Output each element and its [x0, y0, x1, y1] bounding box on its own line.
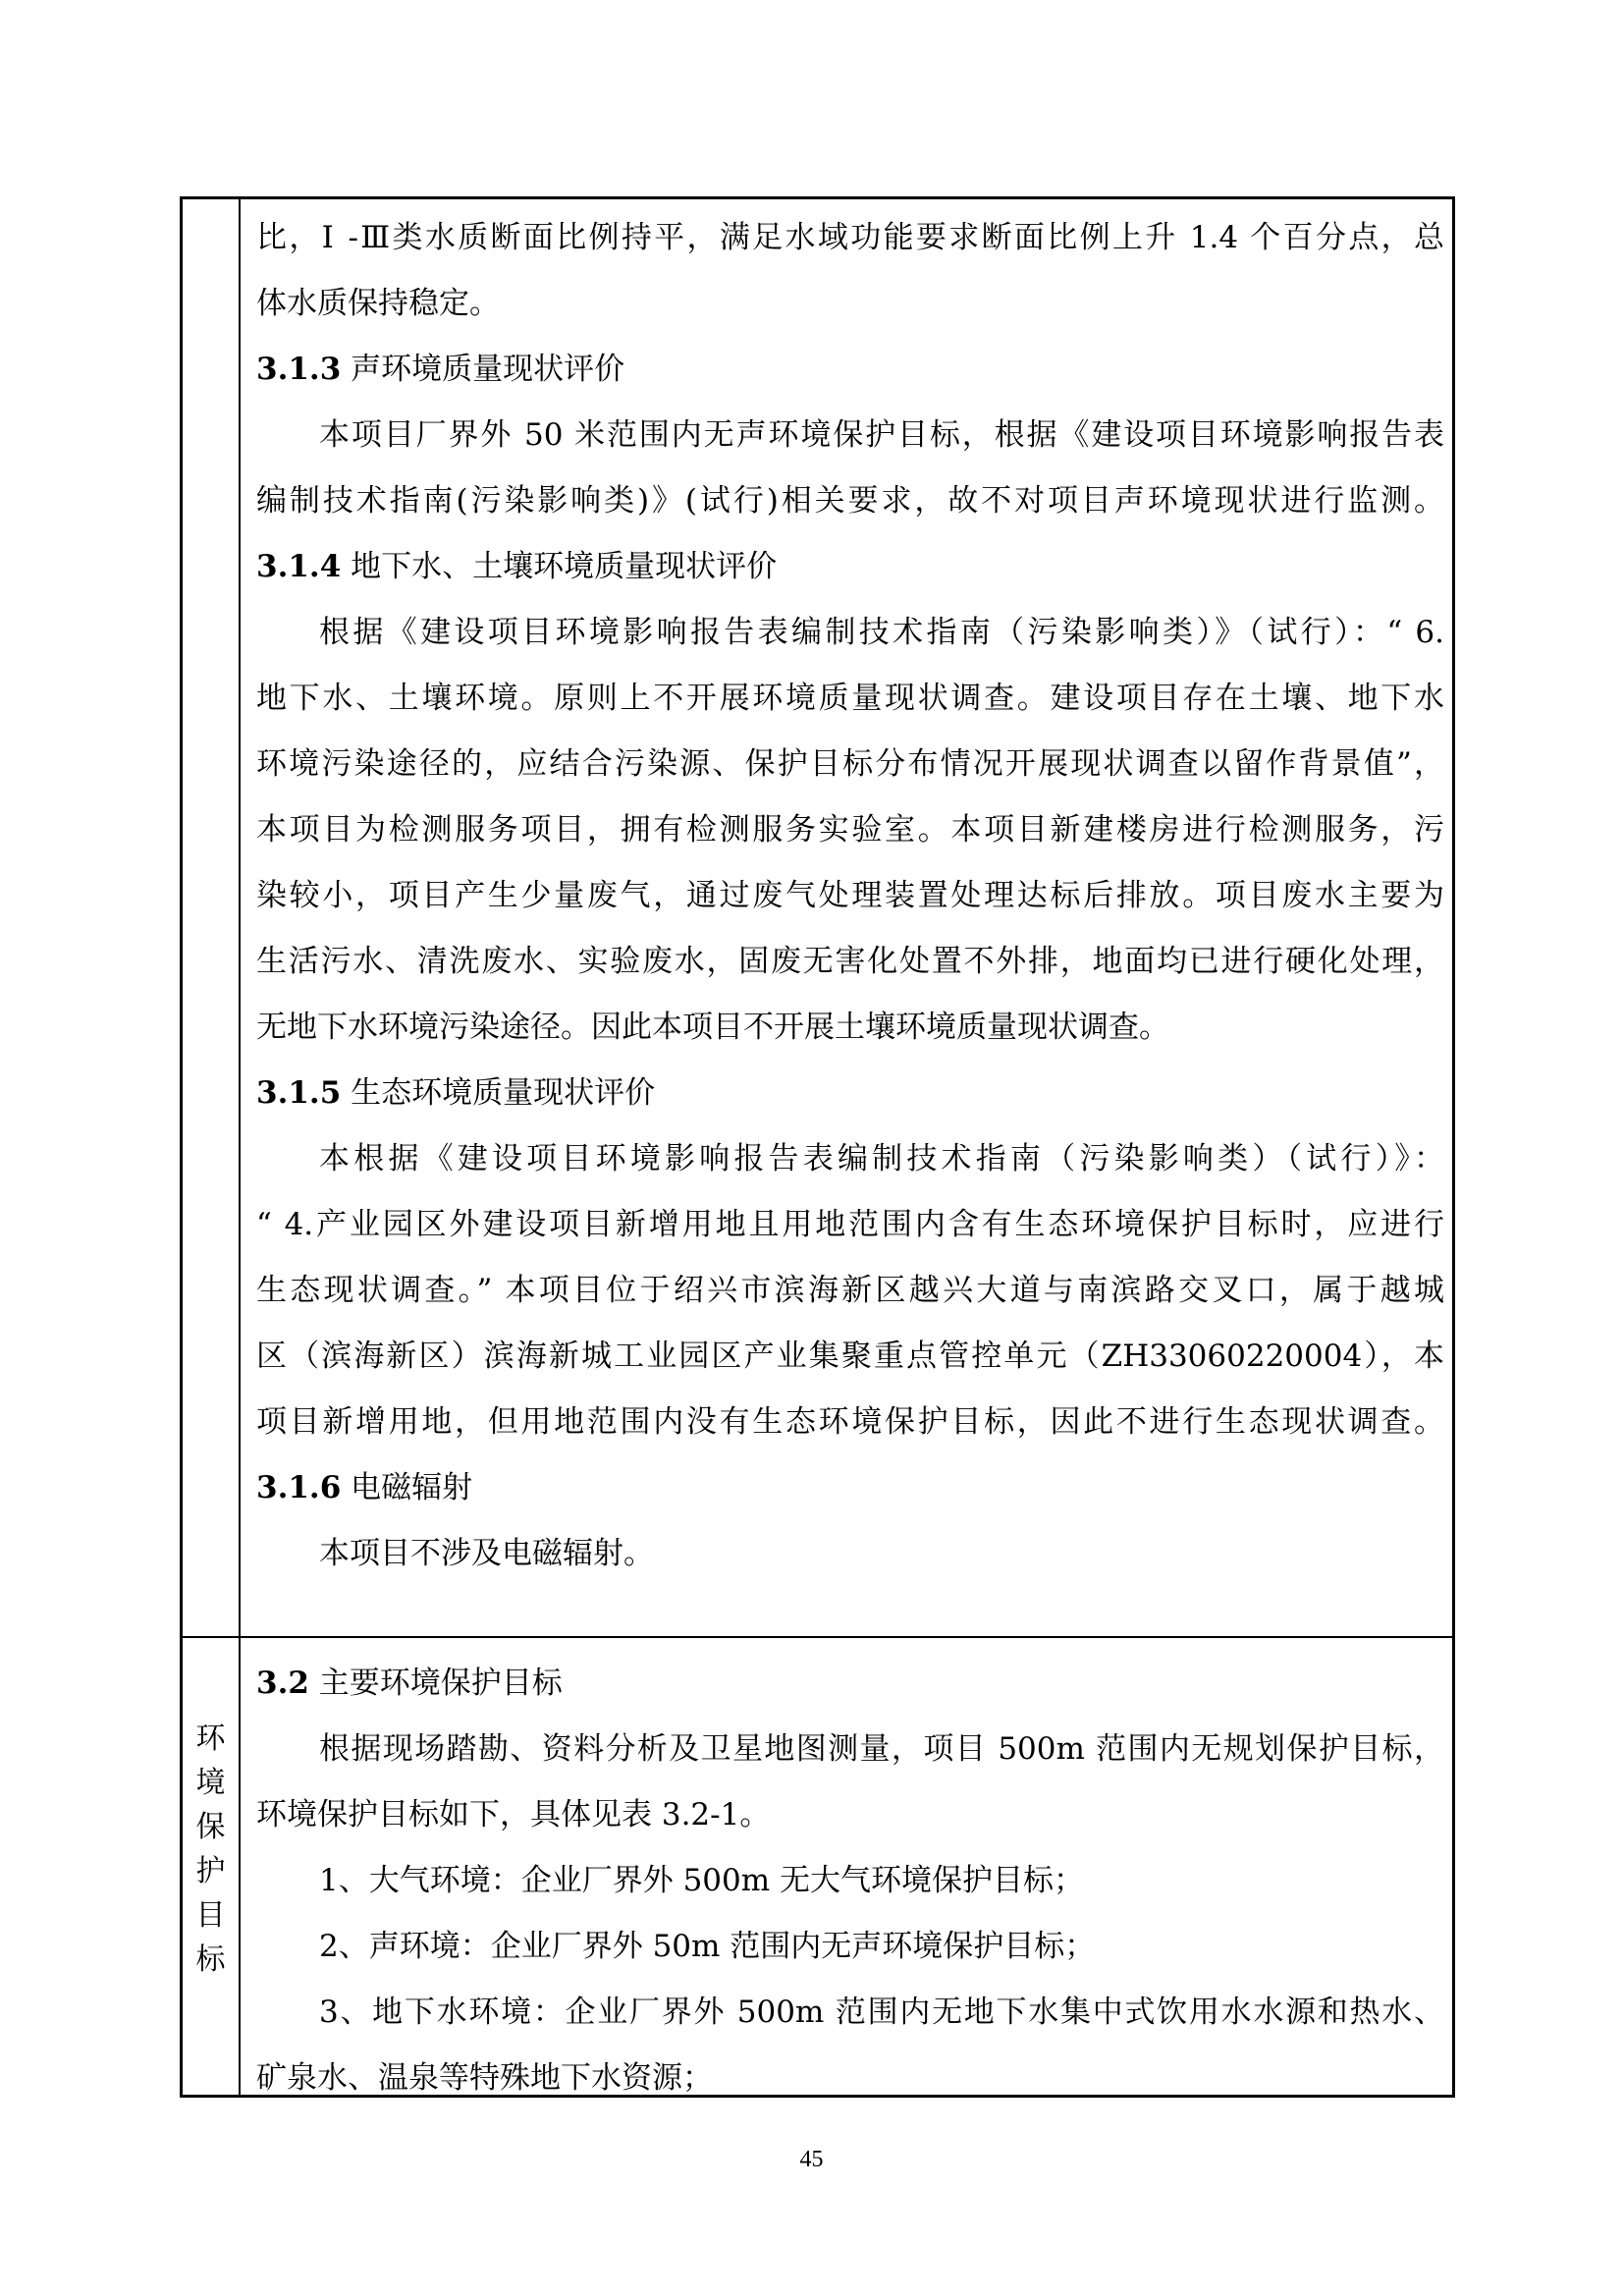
page-number: 45 — [799, 2147, 824, 2172]
heading-title: 主要环境保护目标 — [308, 1666, 563, 1701]
paragraph-line: 本根据《建设项目环境影响报告表编制技术指南（污染影响类）（试行）》： — [319, 1141, 1444, 1176]
side-label-environment-protection-targets — [183, 1717, 239, 1982]
section-protection-targets — [256, 1651, 1444, 2111]
heading-title: 地下水、土壤环境质量现状评价 — [341, 549, 778, 584]
side-label-char: 目 — [195, 1898, 226, 1933]
paragraph-line: 根据现场踏勘、资料分析及卫星地图测量，项目 500m 范围内无规划保护目标， — [319, 1731, 1444, 1767]
paragraph-line: 环境污染途径的，应结合污染源、保护目标分布情况开展现状调查以留作背景值”， — [256, 746, 1444, 782]
heading-3-1-5 — [256, 1061, 1444, 1126]
paragraph-line: 本项目不涉及电磁辐射。 — [319, 1536, 654, 1571]
paragraph-line: 无地下水环境污染途径。因此本项目不开展土壤环境质量现状调查。 — [256, 1010, 1169, 1045]
paragraph-line: “ 4.产业园区外建设项目新增用地且用地范围内含有生态环境保护目标时，应进行 — [256, 1207, 1444, 1242]
paragraph-line: 区（滨海新区）滨海新城工业园区产业集聚重点管控单元（ZH33060220004），本 — [256, 1339, 1444, 1374]
paragraph-line: 地下水、土壤环境。原则上不开展环境质量现状调查。建设项目存在土壤、地下水 — [256, 681, 1444, 716]
heading-number: 3.1.3 — [256, 352, 342, 387]
heading-3-1-4 — [256, 534, 1444, 600]
column-divider — [239, 199, 241, 2095]
paragraph-line: 生活污水、清洗废水、实验废水，固废无害化处置不外排，地面均已进行硬化处理， — [256, 944, 1444, 979]
side-label-char: 境 — [195, 1766, 226, 1800]
list-item: 3、地下水环境：企业厂界外 500m 范围内无地下水集中式饮用水水源和热水、 — [319, 1995, 1444, 2030]
side-label-char: 标 — [195, 1942, 226, 1977]
paragraph-line: 项目新增用地，但用地范围内没有生态环境保护目标，因此不进行生态现状调查。 — [256, 1404, 1444, 1440]
paragraph-line: 比，Ⅰ -Ⅲ类水质断面比例持平，满足水域功能要求断面比例上升 1.4 个百分点，总 — [256, 220, 1444, 255]
paragraph-line: 根据《建设项目环境影响报告表编制技术指南（污染影响类）》（试行）：“ 6. — [319, 615, 1444, 650]
heading-title: 声环境质量现状评价 — [341, 352, 625, 387]
list-item: 2、声环境：企业厂界外 50m 范围内无声环境保护目标； — [319, 1929, 1096, 1964]
heading-number: 3.1.6 — [256, 1470, 342, 1505]
paragraph-line: 生态现状调查。” 本项目位于绍兴市滨海新区越兴大道与南滨路交叉口，属于越城 — [256, 1273, 1444, 1308]
heading-number: 3.1.5 — [256, 1075, 342, 1111]
list-item: 1、大气环境：企业厂界外 500m 无大气环境保护目标； — [319, 1863, 1084, 1898]
heading-3-1-6 — [256, 1455, 1444, 1521]
paragraph-line: 本项目为检测服务项目，拥有检测服务实验室。本项目新建楼房进行检测服务，污 — [256, 812, 1444, 847]
row-divider — [183, 1636, 1452, 1638]
paragraph-line: 本项目厂界外 50 米范围内无声环境保护目标，根据《建设项目环境影响报告表 — [319, 417, 1444, 453]
heading-title: 电磁辐射 — [341, 1470, 473, 1505]
side-label-char: 环 — [195, 1722, 226, 1756]
section-current-quality — [256, 205, 1444, 1587]
heading-3-1-3 — [256, 337, 1444, 403]
report-table — [180, 196, 1455, 2098]
heading-number: 3.1.4 — [256, 549, 342, 584]
paragraph-line: 编制技术指南(污染影响类)》(试行)相关要求，故不对项目声环境现状进行监测。 — [256, 483, 1444, 519]
paragraph-line: 染较小，项目产生少量废气，通过废气处理装置处理达标后排放。项目废水主要为 — [256, 878, 1444, 913]
side-label-char: 保 — [195, 1810, 226, 1844]
heading-number: 3.2 — [256, 1666, 309, 1701]
paragraph-line: 体水质保持稳定。 — [256, 286, 500, 321]
paragraph-line: 环境保护目标如下，具体见表 3.2-1。 — [256, 1797, 771, 1832]
heading-3-2 — [256, 1651, 1444, 1717]
side-label-char: 护 — [195, 1854, 226, 1888]
heading-title: 生态环境质量现状评价 — [341, 1075, 656, 1111]
list-item-continuation: 矿泉水、温泉等特殊地下水资源； — [256, 2060, 713, 2096]
